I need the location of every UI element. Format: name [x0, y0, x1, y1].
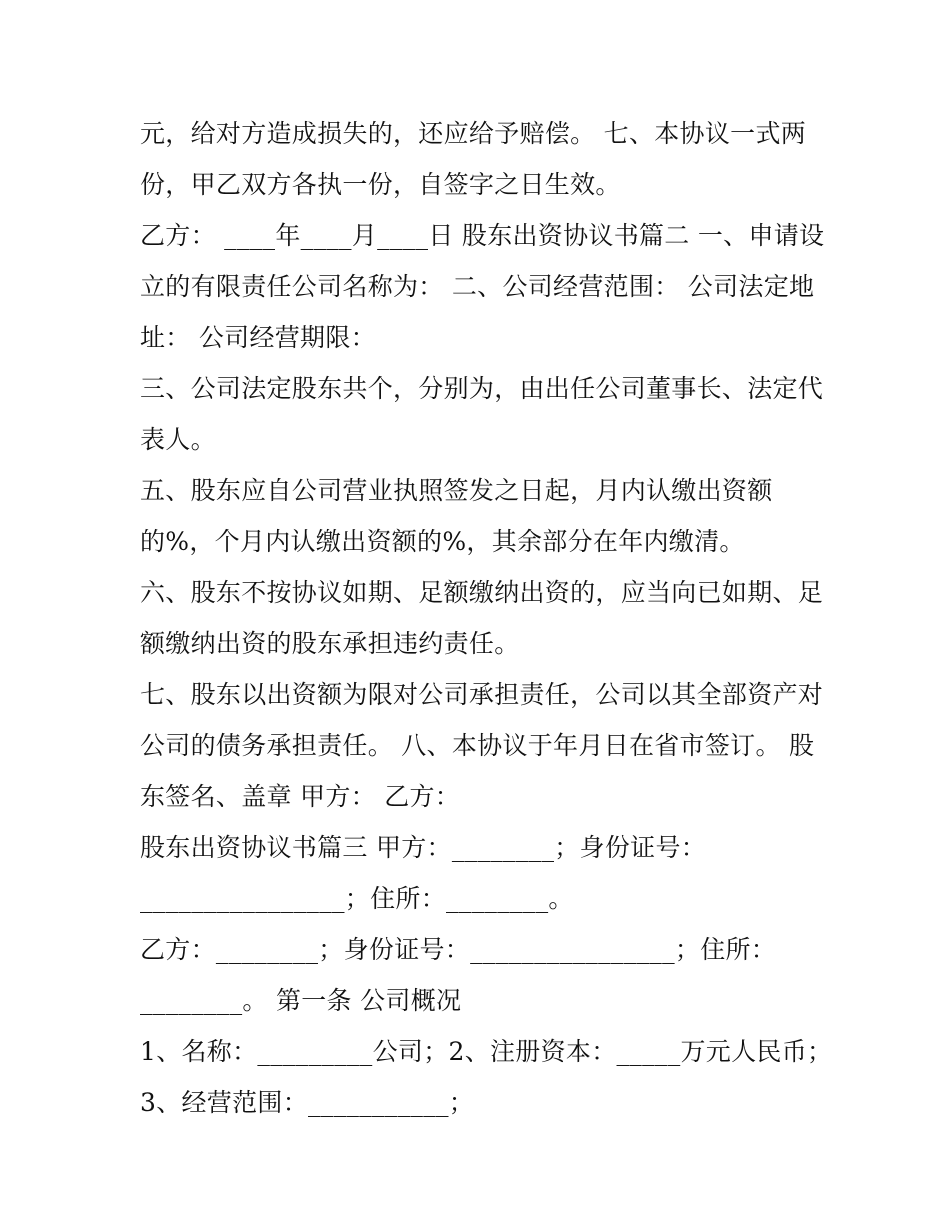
text-line-18: ________。 第一条 公司概况 — [140, 986, 462, 1015]
text-line-16: ________________；住所：________。 — [140, 884, 574, 913]
text-line-12: 七、股东以出资额为限对公司承担责任，公司以其全部资产对 — [140, 680, 824, 709]
text-line-19: 1、名称：_________公司；2、注册资本：_____万元人民币； — [140, 1037, 833, 1066]
text-line-1: 元，给对方造成损失的，还应给予赔偿。 七、本协议一式两 — [140, 119, 807, 148]
text-line-3: 乙方： ____年____月____日 股东出资协议书篇二 一、申请设 — [140, 221, 825, 250]
text-line-14: 东签名、盖章 甲方： 乙方： — [140, 782, 461, 811]
text-line-4: 立的有限责任公司名称为： 二、公司经营范围： 公司法定地 — [140, 272, 815, 301]
document-body — [140, 108, 833, 1128]
text-line-13: 公司的债务承担责任。 八、本协议于年月日在省市签订。 股 — [140, 731, 815, 760]
text-line-10: 六、股东不按协议如期、足额缴纳出资的，应当向已如期、足 — [140, 578, 824, 607]
text-line-8: 五、股东应自公司营业执照签发之日起，月内认缴出资额 — [140, 476, 773, 505]
text-line-6: 三、公司法定股东共个，分别为，由出任公司董事长、法定代 — [140, 374, 824, 403]
text-line-2: 份，甲乙双方各执一份，自签字之日生效。 — [140, 170, 621, 199]
text-line-20: 3、经营范围：___________； — [140, 1088, 475, 1117]
text-line-15: 股东出资协议书篇三 甲方：________；身份证号： — [140, 833, 707, 862]
text-line-5: 址： 公司经营期限： — [140, 323, 376, 352]
text-line-7: 表人。 — [140, 425, 216, 454]
text-line-17: 乙方：________；身份证号：________________；住所： — [140, 935, 777, 964]
text-line-9: 的%，个月内认缴出资额的%，其余部分在年内缴清。 — [140, 527, 745, 556]
text-line-11: 额缴纳出资的股东承担违约责任。 — [140, 629, 520, 658]
